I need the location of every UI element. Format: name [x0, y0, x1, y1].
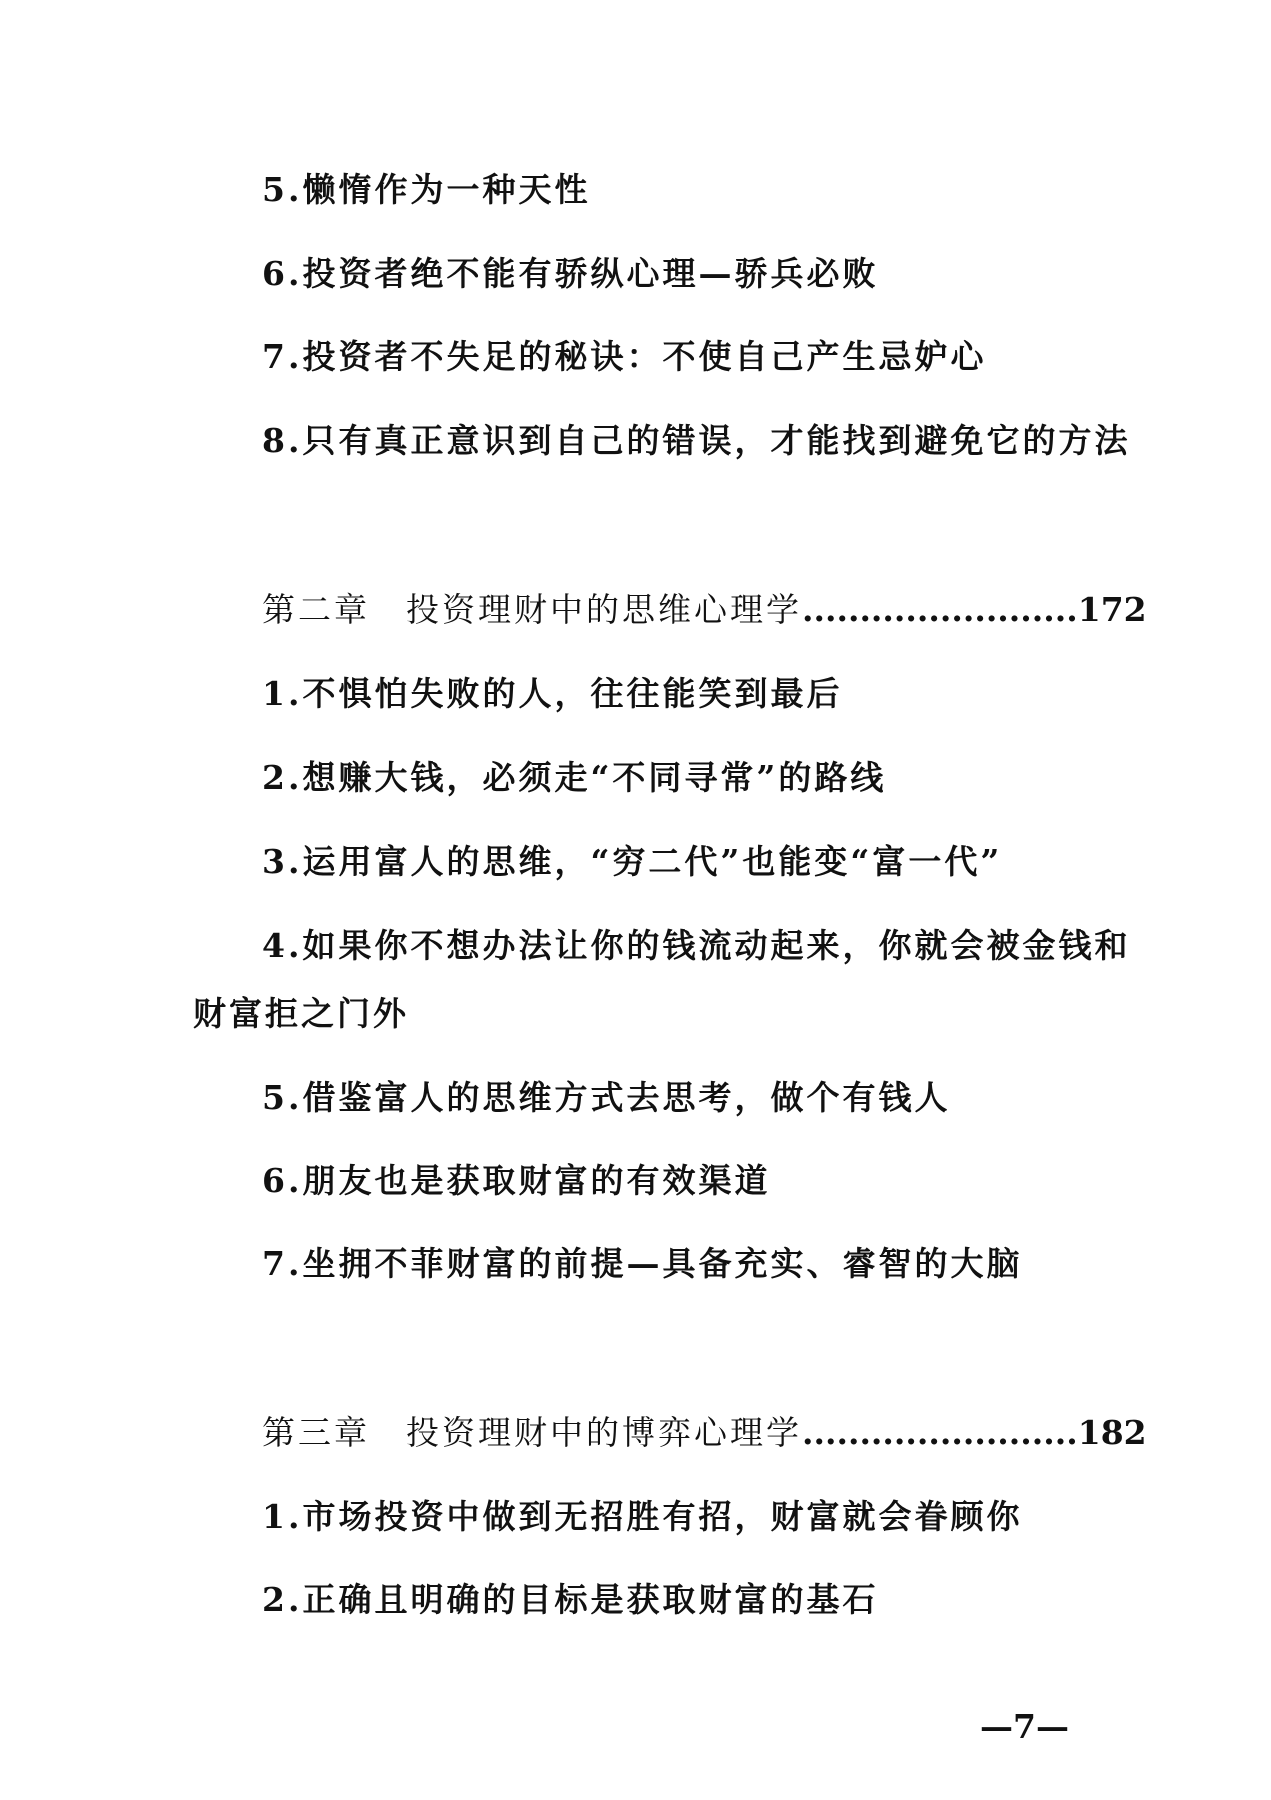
- chapter-page-number: 182: [1077, 1413, 1147, 1452]
- chapter-number: 第二章: [262, 590, 370, 629]
- chapter-title: 投资理财中的思维心理学: [406, 590, 802, 629]
- toc-item[interactable]: 2.正确且明确的目标是获取财富的基石: [262, 1580, 879, 1619]
- chapter-leader-dots: ........................: [802, 590, 1078, 629]
- toc-item[interactable]: 7.投资者不失足的秘诀：不使自己产生忌妒心: [262, 337, 987, 376]
- chapter-leader-dots: ........................: [802, 1413, 1078, 1452]
- toc-item[interactable]: 4.如果你不想办法让你的钱流动起来，你就会被金钱和: [262, 926, 1131, 965]
- toc-item[interactable]: 8.只有真正意识到自己的错误，才能找到避免它的方法: [262, 421, 1131, 460]
- chapter-heading[interactable]: [262, 1413, 1147, 1453]
- chapter-page-number: 172: [1077, 590, 1147, 629]
- toc-item[interactable]: 7.坐拥不菲财富的前提—具备充实、睿智的大脑: [262, 1244, 1023, 1283]
- toc-item[interactable]: 2.想赚大钱，必须走“不同寻常”的路线: [262, 758, 887, 797]
- toc-item[interactable]: 6.投资者绝不能有骄纵心理—骄兵必败: [262, 254, 879, 293]
- toc-item[interactable]: 5.借鉴富人的思维方式去思考，做个有钱人: [262, 1078, 951, 1117]
- chapter-number: 第三章: [262, 1413, 370, 1452]
- toc-item[interactable]: 6.朋友也是获取财富的有效渠道: [262, 1161, 771, 1200]
- toc-item[interactable]: 1.不惧怕失败的人，往往能笑到最后: [262, 674, 843, 713]
- toc-item[interactable]: 1.市场投资中做到无招胜有招，财富就会眷顾你: [262, 1497, 1023, 1536]
- page-number: —7—: [980, 1707, 1069, 1746]
- chapter-title: 投资理财中的博弈心理学: [406, 1413, 802, 1452]
- toc-item-continuation[interactable]: 财富拒之门外: [193, 994, 409, 1033]
- toc-item[interactable]: 3.运用富人的思维，“穷二代”也能变“富一代”: [262, 842, 1003, 881]
- toc-item[interactable]: 5.懒惰作为一种天性: [262, 170, 591, 209]
- chapter-heading[interactable]: [262, 590, 1147, 630]
